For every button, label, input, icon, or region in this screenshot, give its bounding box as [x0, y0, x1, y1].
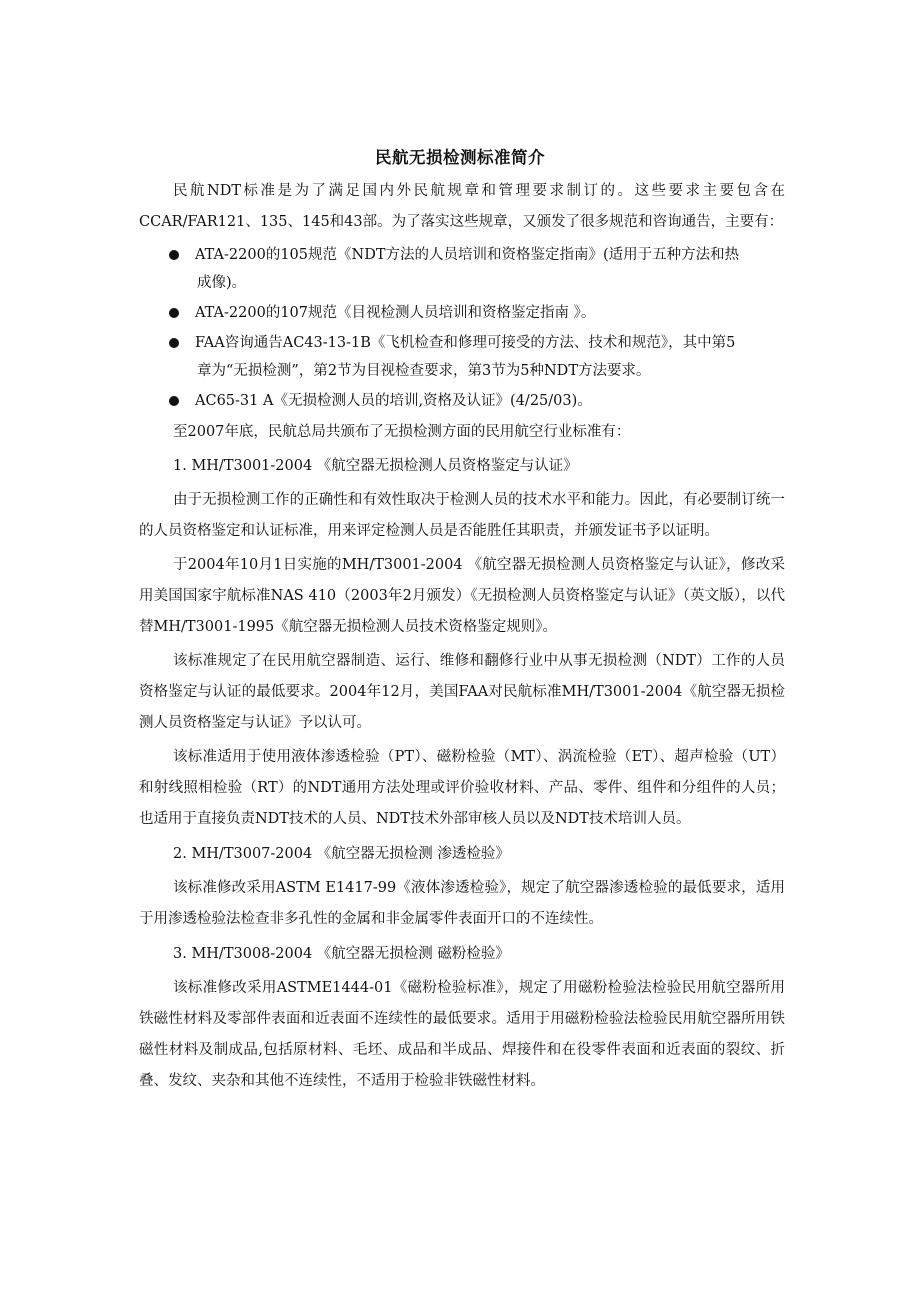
- section-paragraph: 由于无损检测工作的正确性和有效性取决于检测人员的技术水平和能力。因此，有必要制订统一的人员资格鉴定和认证标准，用来评定检测人员是否能胜任其职责，并颁发证书予以证明。: [139, 492, 785, 539]
- bullet-icon: [169, 396, 179, 406]
- section-paragraph: 该标准修改采用ASTM E1417-99《液体渗透检验》，规定了航空器渗透检验的最低要求，适用于用渗透检验法检查非多孔性的金属和非金属零件表面开口的不连续性。: [139, 880, 785, 927]
- section-paragraph: 该标准适用于使用液体渗透检验（PT）、磁粉检验（MT）、涡流检验（ET）、超声检验（UT）和射线照相检验（RT）的NDT通用方法处理或评价验收材料、产品、零件、组件和分组件的人员；也适用于直接负责NDT技术的人员、NDT技术外部审核人员以及NDT技术培训人员。: [139, 749, 785, 827]
- list-item: [139, 329, 785, 385]
- section-paragraph: 于2004年10月1日实施的MH/T3001-2004 《航空器无损检测人员资格鉴定与认证》，修改采用美国国家宇航标准NAS 410（2003年2月颁发）《无损检测人员资格鉴定与认证》（英文版），以代替MH/T3001-1995《航空器无损检测人员技术资格鉴定规则》。: [139, 557, 785, 635]
- document-body: [139, 176, 785, 1100]
- section-heading: 1. MH/T3001-2004 《航空器无损检测人员资格鉴定与认证》: [173, 458, 578, 474]
- intro-paragraph: 民航NDT标准是为了满足国内外民航规章和管理要求制订的。这些要求主要包含在CCAR/FAR121、135、145和43部。为了落实这些规章，又颁发了很多规范和咨询通告，主要有：: [139, 183, 785, 230]
- list-item-text: ATA-2200的105规范《NDT方法的人员培训和资格鉴定指南》(适用于五种方法和热: [195, 247, 740, 263]
- section-paragraph: 该标准规定了在民用航空器制造、运行、维修和翻修行业中从事无损检测（NDT）工作的人员资格鉴定与认证的最低要求。2004年12月，美国FAA对民航标准MH/T3001-2004《航空器无损检测人员资格鉴定与认证》予以认可。: [139, 653, 785, 731]
- bullet-icon: [169, 338, 179, 348]
- section-heading: 3. MH/T3008-2004 《航空器无损检测 磁粉检验》: [173, 946, 510, 962]
- section-paragraph: 该标准修改采用ASTME1444-01《磁粉检验标准》，规定了用磁粉检验法检验民用航空器所用铁磁性材料及零部件表面和近表面不连续性的最低要求。适用于用磁粉检验法检验民用航空器所用铁磁性材料及制成品,包括原材料、毛坯、成品和半成品、焊接件和在役零件表面和近表面的裂纹、折叠、发纹、夹杂和其他不连续性，不适用于检验非铁磁性材料。: [139, 980, 785, 1089]
- list-item-text: ATA-2200的107规范《目视检测人员培训和资格鉴定指南 》。: [195, 305, 596, 321]
- list-item-text: AC65-31 A《无损检测人员的培训,资格及认证》(4/25/03)。: [195, 393, 592, 409]
- list-item-text: FAA咨询通告AC43-13-1B《飞机检查和修理可接受的方法、技术和规范》，其中第5: [195, 335, 736, 351]
- document-title: 民航无损检测标准简介: [375, 148, 545, 167]
- section-heading: 2. MH/T3007-2004 《航空器无损检测 渗透检验》: [173, 846, 510, 862]
- list-item-continuation: 成像)。: [197, 275, 247, 291]
- list-item: [139, 387, 785, 415]
- list-item-continuation: 章为“无损检测”，第2节为目视检查要求，第3节为5种NDT方法要求。: [197, 363, 651, 379]
- bullet-icon: [169, 250, 179, 260]
- list-item: [139, 299, 785, 327]
- summary-paragraph: 至2007年底，民航总局共颁布了无损检测方面的民用航空行业标准有：: [173, 424, 631, 440]
- bullet-icon: [169, 308, 179, 318]
- regulation-list: [139, 241, 785, 415]
- list-item: [139, 241, 785, 297]
